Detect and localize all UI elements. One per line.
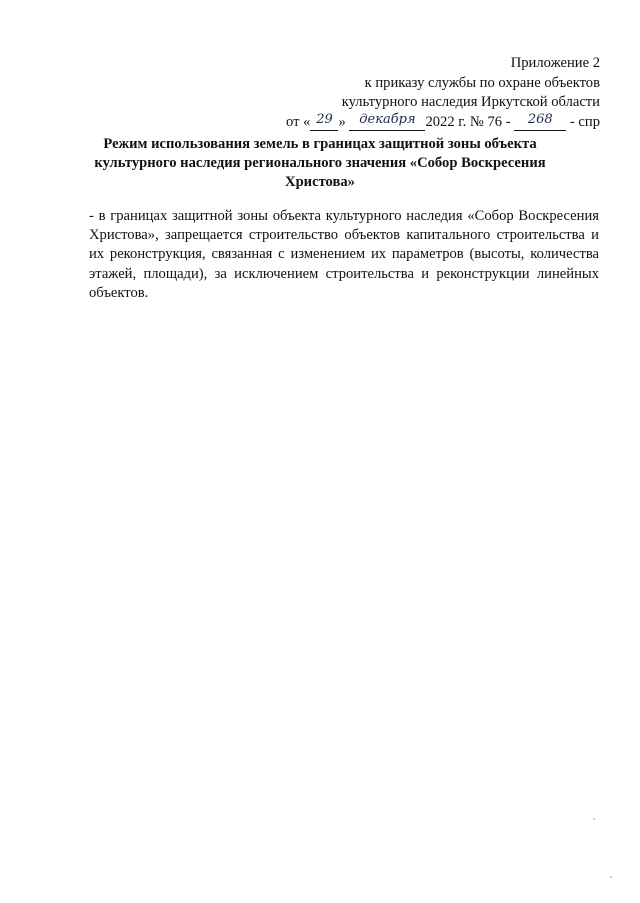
scan-speck [610,876,612,878]
handwritten-number-field [514,111,566,131]
handwritten-day: 29 [316,111,333,127]
issuing-authority: культурного наследия Иркутской области [341,94,600,110]
date-prefix: от « [286,113,311,130]
document-body-paragraph: - в границах защитной зоны объекта культурного наследия «Собор Воскресения Христова», запрещается строительство объектов капитального строительства и их реконструкция, связанная с изменением их параметров (высоты, количества этажей, площади), за исключением строительства и реконструкции линейных объектов. [89,208,599,301]
handwritten-order-number: 268 [527,111,553,127]
year-and-number: 2022 г. № 76 - [425,113,511,130]
handwritten-month: декабря [359,111,416,127]
order-date-line [286,113,600,133]
order-reference: к приказу службы по охране объектов [364,74,600,91]
order-suffix: - спр [569,113,600,130]
scan-speck [593,818,595,820]
appendix-header [286,54,600,132]
appendix-number: Приложение 2 [510,55,600,71]
date-quote-close: » [338,113,346,130]
handwritten-day-field [310,111,338,131]
handwritten-month-field [349,111,425,131]
document-title: Режим использования земель в границах защитной зоны объекта культурного наследия регионального значения «Собор Воскресения Христова» [94,136,546,190]
